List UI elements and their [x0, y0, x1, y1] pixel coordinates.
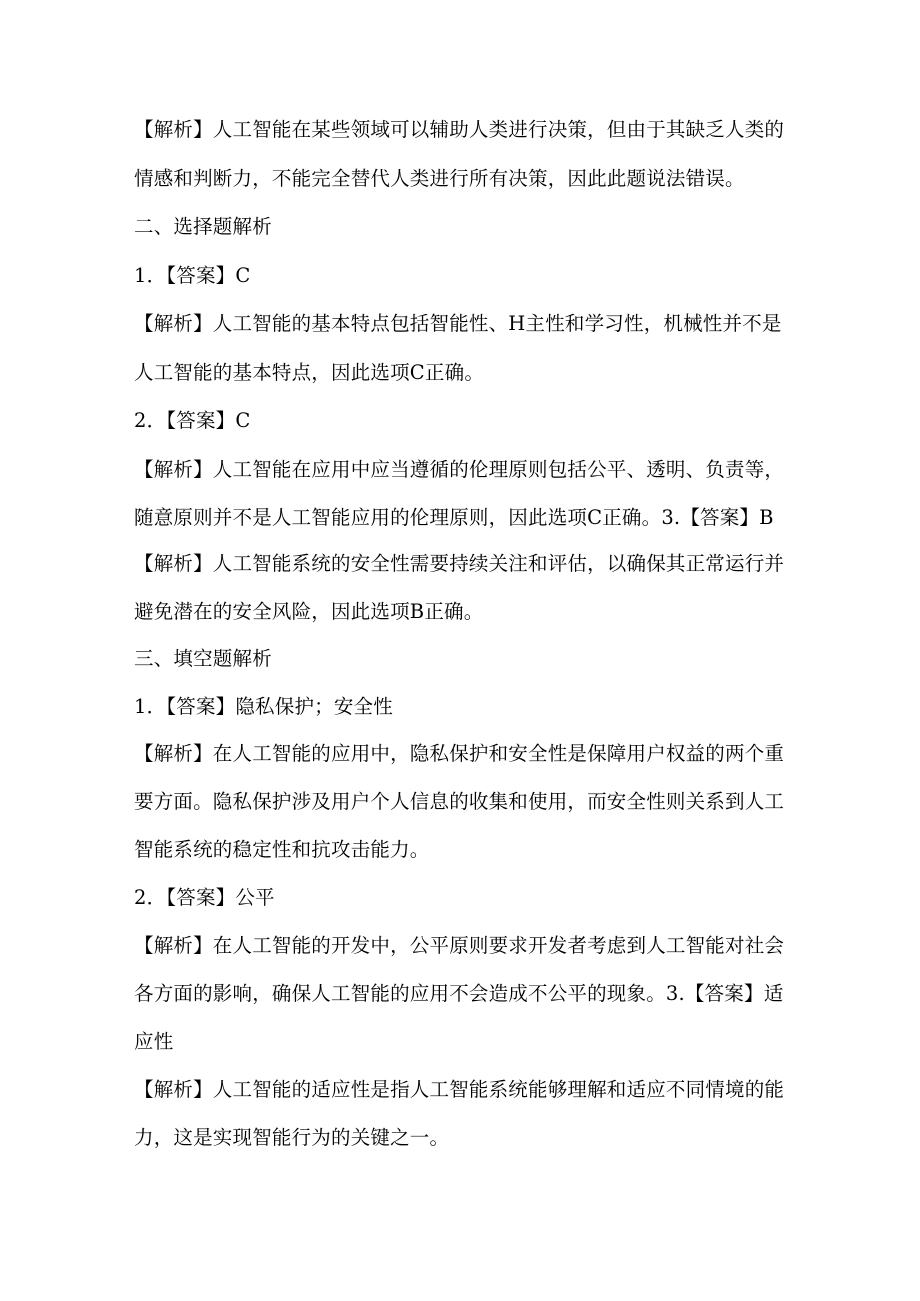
section-heading: 三、填空题解析 — [134, 647, 272, 670]
text-line: 【解析】人工智能在某些领域可以辅助人类进行决策，但由于其缺乏人类的 — [134, 118, 785, 141]
text-line: 避免潜在的安全风险，因此选项B正确。 — [134, 600, 484, 623]
text-line: 应性 — [134, 1030, 174, 1053]
text-line: 人工智能的基本特点，因此选项C正确。 — [134, 361, 485, 384]
text-line: 情感和判断力，不能完全替代人类进行所有决策，因此此题说法错误。 — [134, 167, 745, 190]
text-line: 随意原则并不是人工智能应用的伦理原则，因此选项C正确。3.【答案】B — [134, 506, 774, 529]
text-line: 【解析】人工智能的适应性是指人工智能系统能够理解和适应不同情境的能 — [134, 1078, 785, 1101]
text-line: 【解析】人工智能在应用中应当遵循的伦理原则包括公平、透明、负责等， — [134, 458, 785, 481]
text-line: 【解析】人工智能的基本特点包括智能性、H主性和学习性，机械性并不是 — [134, 312, 782, 335]
text-line: 要方面。隐私保护涉及用户个人信息的收集和使用，而安全性则关系到人工 — [134, 790, 785, 813]
answer-line: 2．【答案】C — [134, 409, 251, 432]
text-line: 【解析】在人工智能的开发中，公平原则要求开发者考虑到人工智能对社会 — [134, 934, 785, 957]
text-line: 智能系统的稳定性和抗攻击能力。 — [134, 838, 430, 861]
text-line: 力，这是实现智能行为的关键之一。 — [134, 1126, 450, 1149]
answer-line: 1．【答案】隐私保护；安全性 — [134, 695, 393, 718]
text-line: 【解析】在人工智能的应用中，隐私保护和安全性是保障用户权益的两个重 — [134, 742, 785, 765]
text-line: 【解析】人工智能系统的安全性需要持续关注和评估，以确保其正常运行并 — [134, 552, 785, 575]
section-heading: 二、选择题解析 — [134, 215, 272, 238]
text-line: 各方面的影响，确保人工智能的应用不会造成不公平的现象。3.【答案】适 — [134, 982, 784, 1005]
answer-line: 1．【答案】C — [134, 264, 251, 287]
answer-line: 2．【答案】公平 — [134, 886, 275, 909]
